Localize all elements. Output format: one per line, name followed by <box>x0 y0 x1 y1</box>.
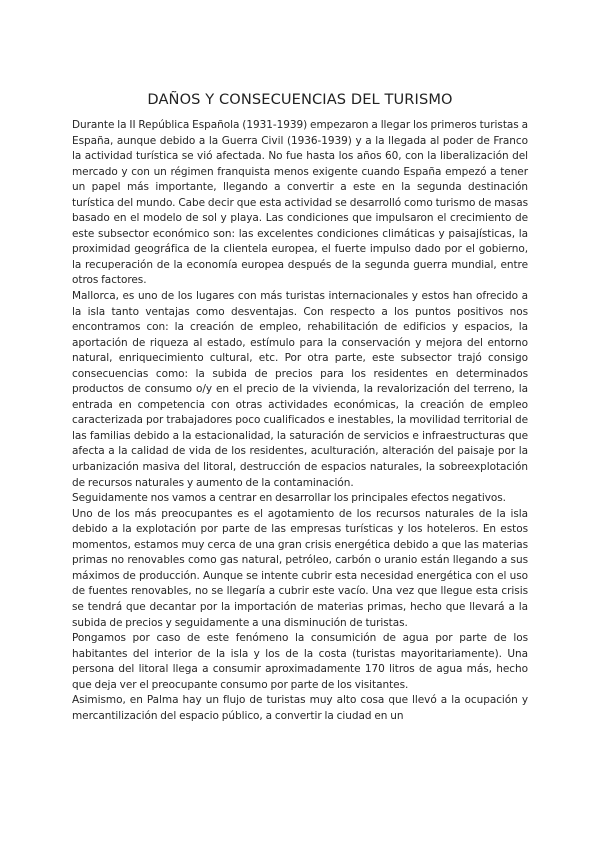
paragraph-mallorca: Mallorca, es uno de los lugares con más turistas internacionales y estos han ofrecido a la isla tanto ventajas como desventajas. Con respecto a los puntos positivos nos encontramos con: la creación de empleo, rehabilitación de edificios y espacios, la aportación de riqueza al estado, estímulo para la conservación y mejora del entorno natural, enriquecimiento cultural, etc. Por otra parte, este subsector trajó consigo consecuencias como: la subida de precios para los residentes en determinados productos de consumo o/y en el precio de la vivienda, la revalorización del terreno, la entrada en competencia con otras actividades económicas, la creación de empleo caracterizada por trabajadores poco cualificados e inestables, la movilidad territorial de las familias debido a la estacionalidad, la saturación de servicios e infraestructuras que afecta a la calidad de vida de los residentes, aculturación, alteración del paisaje por la urbanización masiva del litoral, destrucción de espacios naturales, la sobreexplotación de recursos naturales y aumento de la contaminación. <box>72 290 528 489</box>
paragraph-history: Durante la II República Española (1931-1939) empezaron a llegar los primeros turistas a España, aunque debido a la Guerra Civil (1936-1939) y a la llegada al poder de Franco la actividad turística se vió afectada. No fue hasta los años 60, con la liberalización del mercado y con un régimen franquista menos exigente cuando España empezó a tener un papel más importante, llegando a convertir a este en la segunda destinación turística del mundo. Cabe decir que esta actividad se desarrolló como turismo de masas basado en el modelo de sol y playa. Las condiciones que impulsaron el crecimiento de este subsector económico son: las excelentes condiciones climáticas y paisajísticas, la proximidad geográfica de la clientela europea, el fuerte impulso dado por el gobierno, la recuperación de la economía europea después de la segunda guerra mundial, entre otros factores. <box>72 119 528 287</box>
paragraph-palma: Asimismo, en Palma hay un flujo de turistas muy alto cosa que llevó a la ocupación y mercantilización del espacio público, a convertir la ciudad en un <box>72 694 528 722</box>
document-title: DAÑOS Y CONSECUENCIAS DEL TURISMO <box>147 91 453 108</box>
document-body <box>72 118 528 724</box>
paragraph-intro-negative-effects: Seguidamente nos vamos a centrar en desarrollar los principales efectos negativos. <box>72 492 506 505</box>
paragraph-natural-resources: Uno de los más preocupantes es el agotamiento de los recursos naturales de la isla debido a la explotación por parte de las empresas turísticas y los hoteleros. En estos momentos, estamos muy cerca de una gran crisis energética debido a que las materias primas no renovables como gas natural, petróleo, carbón o uranio están llegando a sus máximos de producción. Aunque se intente cubrir esta necesidad energética con el uso de fuentes renovables, no se llegaría a cubrir este vacío. Una vez que llegue esta crisis se tendrá que decantar por la importación de materias primas, hecho que llevará a la subida de precios y seguidamente a una disminución de turistas. <box>72 507 528 629</box>
paragraph-water-consumption: Pongamos por caso de este fenómeno la consumición de agua por parte de los habitantes del interior de la isla y los de la costa (turistas mayoritariamente). Una persona del litoral llega a consumir aproximadamente 170 litros de agua más, hecho que deja ver el preocupante consumo por parte de los visitantes. <box>72 632 528 691</box>
